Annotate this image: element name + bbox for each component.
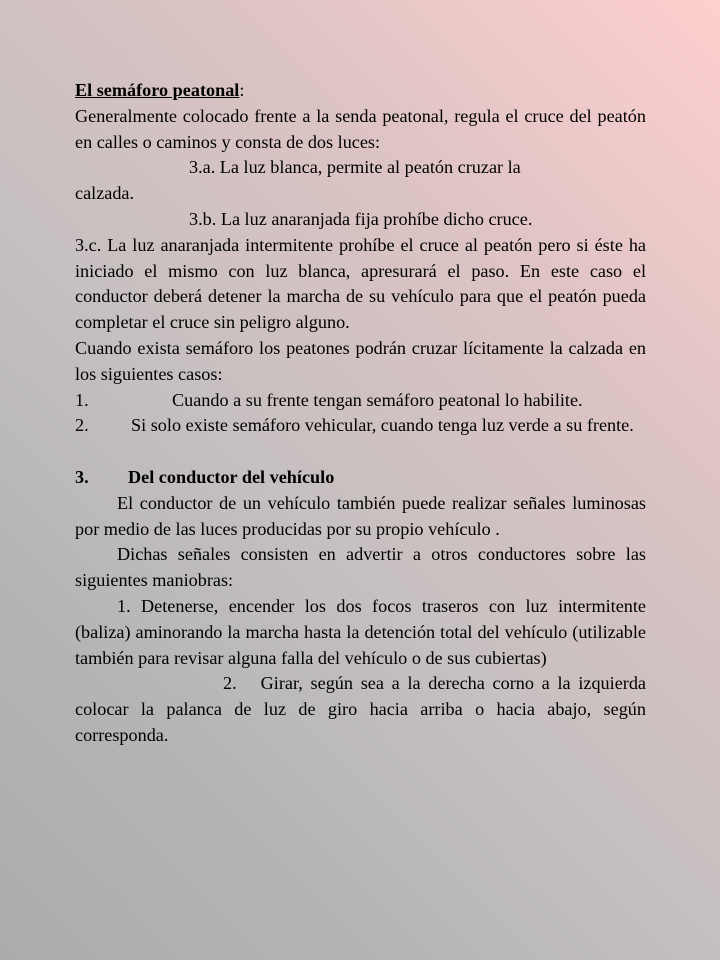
section-number: 3. — [75, 466, 89, 487]
cases-intro: Cuando exista semáforo los peatones podrán cruzar lícitamente la calzada en los siguientes casos: — [75, 337, 646, 384]
case-text: Si solo existe semáforo vehicular, cuando tenga luz verde a su frente. — [131, 415, 634, 436]
section-title: Del conductor del vehículo — [128, 466, 335, 487]
heading — [75, 78, 646, 104]
section-3-heading — [75, 465, 646, 491]
signals-paragraph: El conductor de un vehículo también puede realizar señales luminosas por medio de las luces producidas por su propio vehículo . — [75, 492, 646, 539]
intro-paragraph: Generalmente colocado frente a la senda peatonal, regula el cruce del peatón en calles o caminos y consta de dos luces: — [75, 105, 646, 152]
item-3c: 3.c. La luz anaranjada intermitente prohíbe el cruce al peatón pero si éste ha iniciado el mismo con luz blanca, apresurará el paso. En este caso el conductor deberá detener la marcha de su vehículo para que el peatón pueda completar el cruce sin peligro alguno. — [75, 234, 646, 333]
case-number: 1. — [75, 389, 89, 410]
item-3b: 3.b. La luz anaranjada fija prohíbe dicho cruce. — [189, 208, 533, 229]
heading-colon: : — [239, 80, 245, 100]
maneuver-2 — [75, 671, 646, 748]
item-3a-line2: calzada. — [75, 183, 135, 204]
case-item-1 — [75, 388, 646, 414]
maneuver-2-text: Girar, según sea a la derecha corno a la izquierda colocar la palanca de luz de giro hacia arriba o hacia abajo, según corresponda. — [75, 673, 646, 745]
maneuvers-paragraph: Dichas señales consisten en advertir a otros conductores sobre las siguientes maniobras: — [75, 544, 646, 591]
heading-title: El semáforo peatonal — [75, 80, 240, 100]
case-text: Cuando a su frente tengan semáforo peatonal lo habilite. — [172, 389, 583, 410]
case-item-2 — [75, 413, 646, 439]
case-number: 2. — [75, 415, 89, 436]
document-body — [75, 78, 646, 749]
maneuver-1: 1. Detenerse, encender los dos focos traseros con luz intermitente (baliza) aminorando la marcha hasta la detención total del vehículo (utilizable también para revisar alguna falla del vehículo o de sus cubiertas) — [75, 595, 646, 668]
maneuver-2-number: 2. — [223, 673, 237, 694]
item-3a-line1: 3.a. La luz blanca, permite al peatón cruzar la — [189, 157, 521, 178]
